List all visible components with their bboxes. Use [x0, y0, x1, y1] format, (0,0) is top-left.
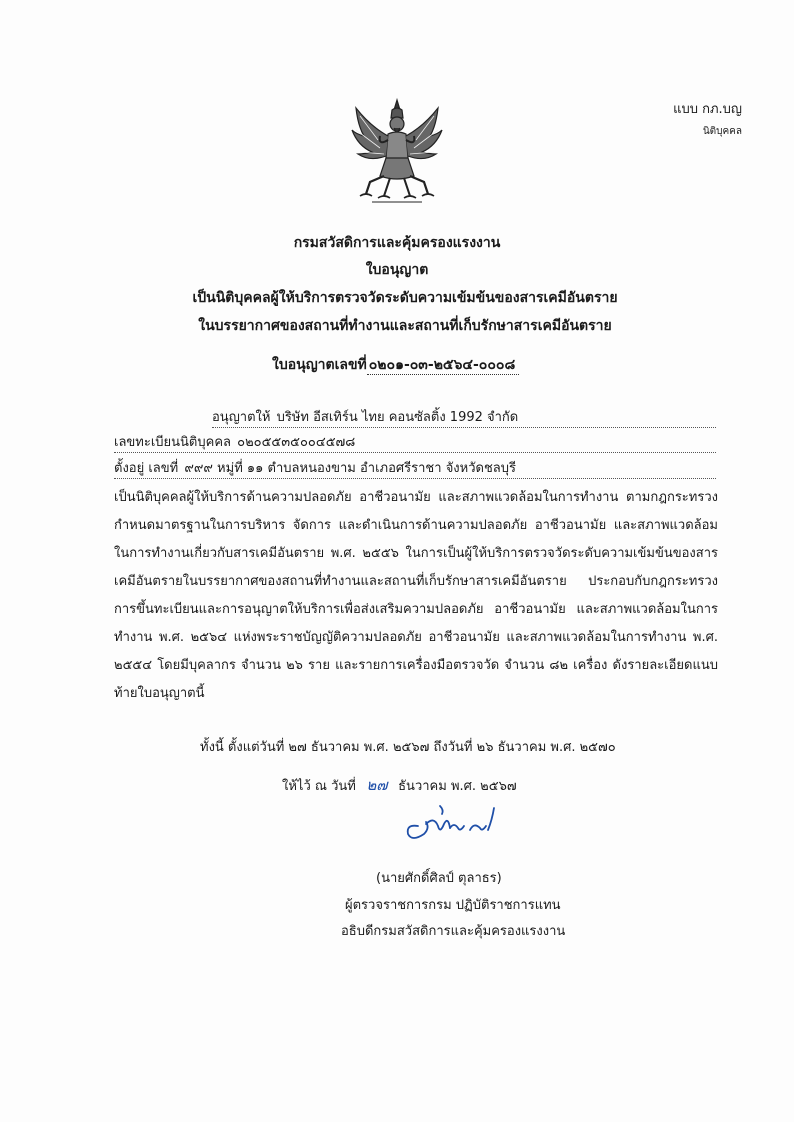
issue-date-prefix: ให้ไว้ ณ วันที่ — [282, 779, 356, 794]
form-code: แบบ กภ.บญ — [673, 102, 742, 117]
document-title: ใบอนุญาต — [365, 262, 429, 278]
subtitle-line-2: ในบรรยากาศของสถานที่ทำงานและสถานที่เก็บรักษาสารเคมีอันตราย — [198, 318, 612, 334]
grantee-label: อนุญาตให้ — [212, 410, 271, 425]
signatory-position-line-1: ผู้ตรวจราชการกรม ปฏิบัติราชการแทน — [345, 898, 561, 913]
license-number-label: ใบอนุญาตเลขที่ — [272, 357, 367, 373]
license-number: ๐๒๐๑-๐๓-๒๕๖๔-๐๐๐๘ — [367, 357, 520, 375]
address-field — [114, 457, 716, 479]
address-label: ตั้งอยู่ เลขที่ — [114, 461, 179, 476]
registration-number-value: ๐๒๐๕๕๓๕๐๐๔๕๗๘ — [237, 435, 356, 450]
grantee-field — [212, 406, 716, 428]
address-value: ๙๙๙ หมู่ที่ ๑๑ ตำบลหนองขาม อำเภอศรีราชา จังหวัดชลบุรี — [184, 461, 516, 476]
registration-number-label: เลขทะเบียนนิติบุคคล — [114, 435, 231, 450]
registration-number-field — [114, 431, 716, 453]
signatory-position-line-2: อธิบดีกรมสวัสดิการและคุ้มครองแรงงาน — [341, 924, 566, 939]
validity-period: ทั้งนี้ ตั้งแต่วันที่ ๒๗ ธันวาคม พ.ศ. ๒๕๖๗ ถึงวันที่ ๒๖ ธันวาคม พ.ศ. ๒๕๗๐ — [200, 740, 616, 755]
handwritten-signature-icon — [400, 800, 510, 846]
signatory-name: (นายศักดิ์ศิลป์ ตุลาธร) — [376, 871, 502, 886]
subtitle-line-1: เป็นนิติบุคคลผู้ให้บริการตรวจวัดระดับความเข้มข้นของสารเคมีอันตราย — [192, 290, 618, 306]
license-body-paragraph: เป็นนิติบุคคลผู้ให้บริการด้านความปลอดภัย อาชีวอนามัย และสภาพแวดล้อมในการทำงาน ตามกฎกระทรวงกำหนดมาตรฐานในการบริหาร จัดการ และดำเนินการด้านความปลอดภัย อาชีวอนามัย และสภาพแวดล้อมในการทำงานเกี่ยวกับสารเคมีอันตราย พ.ศ. ๒๕๕๖ ในการเป็นผู้ให้บริการตรวจวัดระดับความเข้มข้นของสารเคมีอันตรายในบรรยากาศของสถานที่ทำงานและสถานที่เก็บรักษาสารเคมีอันตราย ประกอบกับกฎกระทรวงการขึ้นทะเบียนและการอนุญาตให้บริการเพื่อส่งเสริมความปลอดภัย อาชีวอนามัย และสภาพแวดล้อมในการทำงาน พ.ศ. ๒๕๖๔ แห่งพระราชบัญญัติความปลอดภัย อาชีวอนามัย และสภาพแวดล้อมในการทำงาน พ.ศ. ๒๕๕๔ โดยมีบุคลากร จำนวน ๒๖ ราย และรายการเครื่องมือตรวจวัด จำนวน ๘๒ เครื่อง ดังรายละเอียดแนบท้ายใบอนุญาตนี้ — [114, 490, 718, 701]
garuda-emblem-icon — [350, 96, 444, 204]
department-title: กรมสวัสดิการและคุ้มครองแรงงาน — [293, 235, 501, 251]
issue-date-suffix: ธันวาคม พ.ศ. ๒๕๖๗ — [398, 779, 517, 794]
issue-day-handwritten: ๒๗ — [366, 776, 388, 794]
form-type: นิติบุคคล — [702, 126, 742, 137]
issue-date-line — [282, 773, 517, 797]
grantee-value: บริษัท อีสเทิร์น ไทย คอนซัลติ้ง 1992 จำกัด — [276, 410, 519, 425]
license-number-line — [272, 354, 519, 376]
